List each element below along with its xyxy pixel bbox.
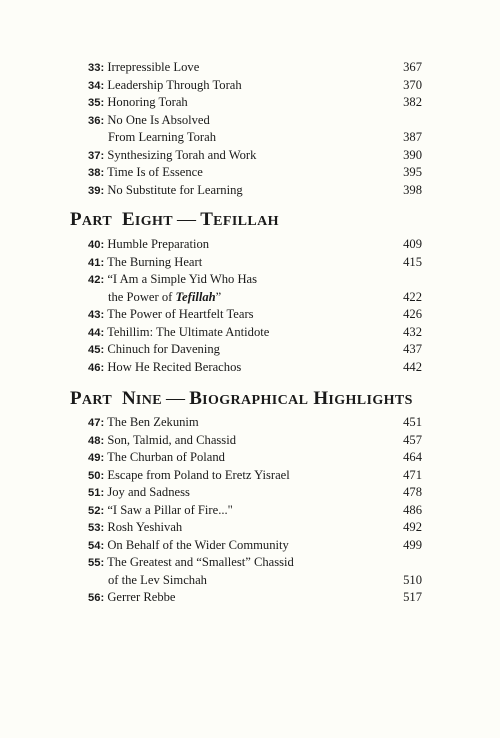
toc-entry xyxy=(0,502,500,520)
entry-page-number: 382 xyxy=(403,95,422,109)
entry-label: From Learning Torah xyxy=(108,130,217,144)
toc-section-part-seven xyxy=(0,59,500,199)
toc-entry xyxy=(0,359,500,377)
entry-page-number: 486 xyxy=(403,502,422,517)
entry-page-number: 409 xyxy=(403,237,422,251)
part-heading-eight: PART EIGHT — TEFILLAH xyxy=(70,209,279,230)
toc-entry xyxy=(0,77,500,95)
entry-label: 47: The Ben Zekunim xyxy=(88,415,199,429)
entry-label: 49: The Churban of Poland xyxy=(88,450,225,464)
entry-label: 44: Tehillim: The Ultimate Antidote xyxy=(88,324,270,339)
entry-page-number: 422 xyxy=(403,289,422,304)
entry-label: 42: “I Am a Simple Yid Who Has xyxy=(88,272,258,286)
entry-label: 37: Synthesizing Torah and Work xyxy=(88,147,257,162)
toc-entry xyxy=(0,589,500,607)
entry-label: 55: The Greatest and “Smallest” Chassid xyxy=(88,555,294,569)
entry-label: 41: The Burning Heart xyxy=(88,254,203,269)
toc-entry xyxy=(0,341,500,359)
toc-entry xyxy=(0,59,500,77)
entry-label: 48: Son, Talmid, and Chassid xyxy=(88,432,237,447)
toc-entry xyxy=(0,519,500,537)
entry-page-number: 370 xyxy=(403,77,422,92)
entry-page-number: 499 xyxy=(403,537,422,552)
toc-section-part-eight xyxy=(0,236,500,376)
entry-label: 33: Irrepressible Love xyxy=(88,60,200,74)
toc-entry xyxy=(0,414,500,432)
entry-label: 40: Humble Preparation xyxy=(88,237,210,251)
entry-label: 52: “I Saw a Pillar of Fire..." xyxy=(88,502,233,517)
toc-entry xyxy=(0,271,500,289)
entry-label: 51: Joy and Sadness xyxy=(88,485,190,499)
toc-entry xyxy=(0,164,500,182)
entry-page-number: 464 xyxy=(403,450,422,464)
entry-page-number: 387 xyxy=(403,130,422,144)
toc-entry xyxy=(0,432,500,450)
toc-entry xyxy=(0,554,500,572)
entry-page-number: 390 xyxy=(403,147,422,162)
toc-entry xyxy=(0,147,500,165)
toc-entry xyxy=(0,112,500,130)
toc-entry xyxy=(0,467,500,485)
entry-label: 38: Time Is of Essence xyxy=(88,165,203,179)
toc-entry xyxy=(0,182,500,200)
entry-page-number: 415 xyxy=(403,254,422,269)
toc-section-part-nine xyxy=(0,414,500,607)
toc-entry xyxy=(0,537,500,555)
entry-page-number: 432 xyxy=(403,324,422,339)
entry-label: 35: Honoring Torah xyxy=(88,95,188,109)
entry-page-number: 437 xyxy=(403,342,422,356)
entry-page-number: 395 xyxy=(403,165,422,179)
entry-label: of the Lev Simchah xyxy=(108,572,207,587)
toc-entry-continuation xyxy=(0,572,500,590)
entry-label: 54: On Behalf of the Wider Community xyxy=(88,537,289,552)
entry-label: 50: Escape from Poland to Eretz Yisrael xyxy=(88,467,290,482)
entry-page-number: 478 xyxy=(403,485,422,499)
entry-label: 45: Chinuch for Davening xyxy=(88,342,220,356)
entry-page-number: 492 xyxy=(403,520,422,534)
entry-label: 36: No One Is Absolved xyxy=(88,112,210,127)
toc-entry-continuation xyxy=(0,289,500,307)
toc-entry xyxy=(0,236,500,254)
entry-page-number: 426 xyxy=(403,307,422,321)
entry-page-number: 517 xyxy=(403,590,422,604)
toc-entry xyxy=(0,324,500,342)
toc-entry-continuation xyxy=(0,129,500,147)
entry-label: the Power of Tefillah” xyxy=(108,289,222,304)
toc-entry xyxy=(0,449,500,467)
entry-label: 34: Leadership Through Torah xyxy=(88,77,242,92)
entry-label: 46: How He Recited Berachos xyxy=(88,359,242,374)
entry-label: 39: No Substitute for Learning xyxy=(88,182,243,197)
entry-page-number: 510 xyxy=(403,572,422,587)
entry-page-number: 398 xyxy=(403,182,422,197)
toc-entry xyxy=(0,306,500,324)
entry-label: 53: Rosh Yeshivah xyxy=(88,520,183,534)
entry-page-number: 471 xyxy=(403,467,422,482)
toc-entry xyxy=(0,94,500,112)
entry-page-number: 457 xyxy=(403,432,422,447)
entry-label: 56: Gerrer Rebbe xyxy=(88,590,176,604)
toc-entry xyxy=(0,254,500,272)
toc-entry xyxy=(0,484,500,502)
entry-label: 43: The Power of Heartfelt Tears xyxy=(88,307,254,321)
entry-page-number: 442 xyxy=(403,359,422,374)
entry-page-number: 367 xyxy=(403,60,422,74)
entry-page-number: 451 xyxy=(403,415,422,429)
part-heading-nine: PART NINE — BIOGRAPHICAL HIGHLIGHTS xyxy=(70,388,413,409)
